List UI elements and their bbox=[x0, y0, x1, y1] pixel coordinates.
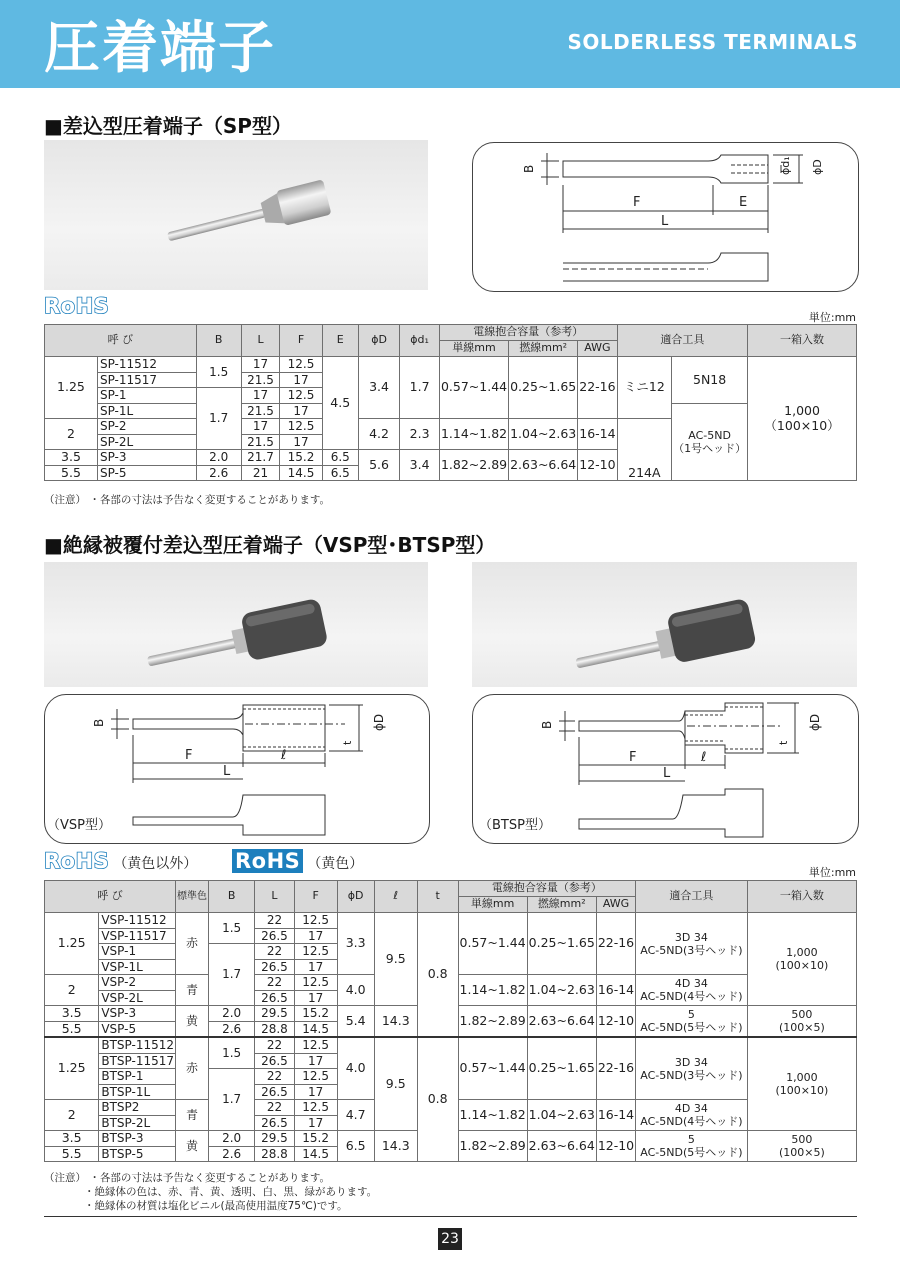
table-cell: 5.6 bbox=[358, 450, 399, 481]
table-cell: 14.5 bbox=[280, 465, 322, 481]
vsp-terminal-photo bbox=[44, 562, 428, 687]
table-cell: E bbox=[322, 325, 358, 357]
table-cell: VSP-3 bbox=[99, 1006, 176, 1022]
table-cell: 22 bbox=[255, 1100, 294, 1116]
table-cell: 電線抱合容量（参考） bbox=[458, 881, 636, 897]
table-cell: 0.8 bbox=[417, 1037, 458, 1162]
table-cell: 1.25 bbox=[45, 357, 98, 419]
btsp-label-t: t bbox=[777, 740, 790, 745]
table-cell: 3.5 bbox=[45, 1131, 99, 1147]
table-cell: 17 bbox=[294, 990, 337, 1006]
table-cell: 22-16 bbox=[578, 357, 617, 419]
rohs-mark-2: RoHS （黄色以外） bbox=[44, 849, 198, 873]
table-cell: 2.6 bbox=[196, 465, 241, 481]
table-cell: SP-1 bbox=[97, 388, 196, 404]
table-cell: 2 bbox=[45, 1100, 99, 1131]
table-cell: 214A bbox=[617, 419, 672, 481]
table-cell: L bbox=[241, 325, 280, 357]
sp-note: （注意） ・各部の寸法は予告なく変更することがあります。 bbox=[44, 494, 331, 506]
table-cell: 1.25 bbox=[45, 1037, 99, 1100]
table-cell: 21.5 bbox=[241, 434, 280, 450]
header-band bbox=[0, 0, 900, 88]
table-cell: 21.7 bbox=[241, 450, 280, 466]
table-cell: 17 bbox=[294, 1053, 337, 1069]
rohs-mark-3: RoHS （黄色） bbox=[232, 849, 363, 873]
table-cell: 12.5 bbox=[294, 1100, 337, 1116]
table-cell: SP-2L bbox=[97, 434, 196, 450]
page-number: 23 bbox=[438, 1228, 462, 1250]
table-cell: 22-16 bbox=[596, 913, 635, 975]
table-cell: 21 bbox=[241, 465, 280, 481]
table-cell: 22 bbox=[255, 913, 294, 929]
table-cell: 2 bbox=[45, 419, 98, 450]
table-cell: 17 bbox=[294, 959, 337, 975]
table-cell: 16-14 bbox=[596, 975, 635, 1006]
page-title: 圧着端子 bbox=[44, 16, 276, 81]
table-cell: 16-14 bbox=[596, 1100, 635, 1131]
table-cell: B bbox=[196, 325, 241, 357]
table-cell: 1.82~2.89 bbox=[458, 1006, 527, 1038]
table-cell: 1.7 bbox=[196, 388, 241, 450]
table-cell: 5N18 bbox=[672, 357, 748, 404]
table-cell: 0.25~1.65 bbox=[527, 913, 596, 975]
vsp-label-f: F bbox=[185, 748, 193, 763]
table-cell: 22 bbox=[255, 1037, 294, 1053]
diagram-label-phid1: ϕd₁ bbox=[779, 156, 792, 175]
table-cell: 14.5 bbox=[294, 1146, 337, 1162]
table-cell: 28.8 bbox=[255, 1146, 294, 1162]
table-cell: 適合工具 bbox=[636, 881, 748, 913]
table-cell: 4.2 bbox=[358, 419, 399, 450]
vsp-dimension-diagram bbox=[44, 694, 430, 844]
table-cell: 1.5 bbox=[209, 913, 255, 944]
table-cell: 1.04~2.63 bbox=[527, 1100, 596, 1131]
btsp-label-phid: ϕD bbox=[808, 713, 822, 731]
table-cell: 12.5 bbox=[280, 388, 322, 404]
table-cell: 2.6 bbox=[209, 1021, 255, 1037]
vsp-label-b: B bbox=[92, 718, 106, 727]
table-cell: 2.6 bbox=[209, 1146, 255, 1162]
table-cell: 4.7 bbox=[337, 1100, 374, 1131]
table-cell: BTSP-2L bbox=[99, 1115, 176, 1131]
table-cell: 500 (100×5) bbox=[747, 1006, 856, 1038]
table-cell: 29.5 bbox=[255, 1006, 294, 1022]
table-cell: 1.7 bbox=[209, 944, 255, 1006]
vsp-label-l: L bbox=[223, 764, 231, 779]
table-cell: 28.8 bbox=[255, 1021, 294, 1037]
table-cell: 1,000 (100×10) bbox=[747, 913, 856, 1006]
table-cell: 5 AC-5ND(5号ヘッド) bbox=[636, 1006, 748, 1038]
table-cell: 赤 bbox=[176, 1037, 209, 1100]
table-cell: 26.5 bbox=[255, 959, 294, 975]
table-cell: 17 bbox=[241, 388, 280, 404]
table-cell: 2 bbox=[45, 975, 99, 1006]
table-cell: B bbox=[209, 881, 255, 913]
table-cell: VSP-2L bbox=[99, 990, 176, 1006]
table-cell: 一箱入数 bbox=[748, 325, 857, 357]
table-cell: 6.5 bbox=[337, 1131, 374, 1162]
table-cell: 一箱入数 bbox=[747, 881, 856, 913]
table-cell: BTSP-3 bbox=[99, 1131, 176, 1147]
table-cell: 単線mm bbox=[439, 341, 508, 357]
table-cell: 電線抱合容量（参考） bbox=[439, 325, 617, 341]
table-cell: 5.5 bbox=[45, 465, 98, 481]
table-cell: 0.25~1.65 bbox=[509, 357, 578, 419]
btsp-label-f: F bbox=[629, 750, 637, 765]
table-cell: 3.5 bbox=[45, 450, 98, 466]
table-cell: 標準色 bbox=[176, 881, 209, 913]
table-cell: 2.0 bbox=[209, 1006, 255, 1022]
table-cell: 6.5 bbox=[322, 465, 358, 481]
btsp-terminal-photo bbox=[472, 562, 857, 687]
table-cell: 赤 bbox=[176, 913, 209, 975]
sp-spec-table bbox=[44, 324, 857, 481]
table-cell: 22-16 bbox=[596, 1037, 635, 1100]
table-cell: VSP-11517 bbox=[99, 928, 176, 944]
btsp-dimension-diagram bbox=[472, 694, 859, 844]
table-cell: 3D 34 AC-5ND(3号ヘッド) bbox=[636, 913, 748, 975]
table-cell: 0.57~1.44 bbox=[439, 357, 508, 419]
table-cell: 15.2 bbox=[294, 1006, 337, 1022]
unit-label-2: 単位:mm bbox=[808, 866, 856, 879]
table-cell: SP-3 bbox=[97, 450, 196, 466]
table-cell: ミニ12 bbox=[617, 357, 672, 419]
diagram-label-phid: ϕD bbox=[811, 159, 824, 175]
table-cell: AWG bbox=[596, 897, 635, 913]
table-cell: 9.5 bbox=[374, 913, 417, 1006]
page-subtitle: SOLDERLESS TERMINALS bbox=[567, 30, 858, 54]
table-cell: 0.57~1.44 bbox=[458, 1037, 527, 1100]
table-cell: 5 AC-5ND(5号ヘッド) bbox=[636, 1131, 748, 1162]
table-cell: ϕd₁ bbox=[400, 325, 440, 357]
table-cell: 14.3 bbox=[374, 1131, 417, 1162]
btsp-label-b: B bbox=[540, 720, 554, 729]
table-cell: 1.04~2.63 bbox=[509, 419, 578, 450]
sp-terminal-photo bbox=[44, 140, 428, 290]
diagram-label-f: F bbox=[633, 195, 641, 210]
table-cell: 21.5 bbox=[241, 372, 280, 388]
unit-label-1: 単位:mm bbox=[808, 311, 856, 324]
diagram-label-b: B bbox=[522, 164, 536, 173]
table-cell: 4D 34 AC-5ND(4号ヘッド) bbox=[636, 975, 748, 1006]
table-cell: 26.5 bbox=[255, 928, 294, 944]
table-cell: SP-11517 bbox=[97, 372, 196, 388]
table-cell: 2.3 bbox=[400, 419, 440, 450]
table-cell: SP-5 bbox=[97, 465, 196, 481]
table-cell: 12.5 bbox=[294, 1069, 337, 1085]
vsp-notes: （注意） ・各部の寸法は予告なく変更することがあります。 ・絶縁体の色は、赤、青、黄、透明、白、黒、緑があります。 ・絶縁体の材質は塩化ビニル(最高使用温度75℃)です。 bbox=[44, 1172, 378, 1212]
table-cell: ℓ bbox=[374, 881, 417, 913]
table-cell: 1,000 (100×10) bbox=[747, 1037, 856, 1131]
table-cell: 6.5 bbox=[322, 450, 358, 466]
table-cell: 1.82~2.89 bbox=[439, 450, 508, 481]
table-cell: AWG bbox=[578, 341, 617, 357]
table-cell: 2.63~6.64 bbox=[527, 1131, 596, 1162]
table-cell: 22 bbox=[255, 944, 294, 960]
table-cell: 16-14 bbox=[578, 419, 617, 450]
table-cell: 1,000 （100×10） bbox=[748, 357, 857, 481]
diagram-label-e: E bbox=[739, 195, 748, 210]
btsp-label-ell: ℓ bbox=[701, 750, 707, 765]
table-cell: F bbox=[280, 325, 322, 357]
table-cell: 3.5 bbox=[45, 1006, 99, 1022]
table-cell: 17 bbox=[294, 928, 337, 944]
table-cell: 2.63~6.64 bbox=[509, 450, 578, 481]
table-cell: 1.7 bbox=[209, 1069, 255, 1131]
table-cell: 5.5 bbox=[45, 1146, 99, 1162]
table-cell: 1.14~1.82 bbox=[458, 1100, 527, 1131]
table-cell: 3D 34 AC-5ND(3号ヘッド) bbox=[636, 1037, 748, 1100]
table-cell: 12.5 bbox=[294, 944, 337, 960]
table-cell: 12-10 bbox=[596, 1131, 635, 1162]
table-cell: BTSP2 bbox=[99, 1100, 176, 1116]
vsp-label-phid: ϕD bbox=[372, 713, 386, 731]
table-cell: BTSP-1 bbox=[99, 1069, 176, 1085]
table-cell: 0.25~1.65 bbox=[527, 1037, 596, 1100]
table-cell: VSP-1L bbox=[99, 959, 176, 975]
table-cell: 17 bbox=[294, 1115, 337, 1131]
table-cell: 9.5 bbox=[374, 1037, 417, 1131]
table-cell: t bbox=[417, 881, 458, 913]
table-cell: 14.5 bbox=[294, 1021, 337, 1037]
table-cell: 12.5 bbox=[294, 975, 337, 991]
table-cell: 1.25 bbox=[45, 913, 99, 975]
table-cell: 呼 び bbox=[45, 881, 176, 913]
table-cell: 2.0 bbox=[209, 1131, 255, 1147]
table-cell: 4.5 bbox=[322, 357, 358, 450]
table-cell: F bbox=[294, 881, 337, 913]
table-cell: 3.4 bbox=[358, 357, 399, 419]
table-cell: 22 bbox=[255, 975, 294, 991]
table-cell: L bbox=[255, 881, 294, 913]
table-cell: 12.5 bbox=[280, 357, 322, 373]
table-cell: 4.0 bbox=[337, 1037, 374, 1100]
table-cell: 3.4 bbox=[400, 450, 440, 481]
table-cell: 1.14~1.82 bbox=[458, 975, 527, 1006]
section2-title: ■絶縁被覆付差込型圧着端子（VSP型･BTSP型） bbox=[44, 533, 496, 557]
btsp-label-l: L bbox=[663, 766, 671, 781]
table-cell: 26.5 bbox=[255, 1115, 294, 1131]
table-cell: 1.7 bbox=[400, 357, 440, 419]
table-cell: 5.5 bbox=[45, 1021, 99, 1037]
table-cell: VSP-1 bbox=[99, 944, 176, 960]
table-cell: AC-5ND （1号ヘッド） bbox=[672, 403, 748, 481]
table-cell: 17 bbox=[294, 1084, 337, 1100]
table-cell: 4.0 bbox=[337, 975, 374, 1006]
table-cell: 青 bbox=[176, 975, 209, 1006]
table-cell: 1.14~1.82 bbox=[439, 419, 508, 450]
table-cell: 21.5 bbox=[241, 403, 280, 419]
table-cell: BTSP-1L bbox=[99, 1084, 176, 1100]
table-cell: 1.82~2.89 bbox=[458, 1131, 527, 1162]
table-cell: 2.63~6.64 bbox=[527, 1006, 596, 1038]
table-cell: 撚線mm² bbox=[509, 341, 578, 357]
table-cell: SP-11512 bbox=[97, 357, 196, 373]
table-cell: 26.5 bbox=[255, 1084, 294, 1100]
table-cell: 17 bbox=[280, 403, 322, 419]
table-cell: 2.0 bbox=[196, 450, 241, 466]
table-cell: 適合工具 bbox=[617, 325, 748, 357]
table-cell: 1.5 bbox=[196, 357, 241, 388]
table-cell: 1.04~2.63 bbox=[527, 975, 596, 1006]
vsp-type-label: （VSP型） bbox=[47, 818, 111, 833]
table-cell: 17 bbox=[280, 372, 322, 388]
table-cell: 17 bbox=[280, 434, 322, 450]
table-cell: 15.2 bbox=[280, 450, 322, 466]
table-cell: BTSP-11512 bbox=[99, 1037, 176, 1053]
sp-dimension-diagram bbox=[472, 142, 859, 292]
table-cell: 青 bbox=[176, 1100, 209, 1131]
table-cell: 単線mm bbox=[458, 897, 527, 913]
table-cell: VSP-5 bbox=[99, 1021, 176, 1037]
table-cell: 0.57~1.44 bbox=[458, 913, 527, 975]
table-cell: 15.2 bbox=[294, 1131, 337, 1147]
table-cell: 12.5 bbox=[294, 913, 337, 929]
table-cell: 14.3 bbox=[374, 1006, 417, 1038]
vsp-label-ell: ℓ bbox=[281, 748, 287, 763]
table-cell: 1.5 bbox=[209, 1037, 255, 1069]
table-cell: 29.5 bbox=[255, 1131, 294, 1147]
table-cell: 3.3 bbox=[337, 913, 374, 975]
table-cell: 4D 34 AC-5ND(4号ヘッド) bbox=[636, 1100, 748, 1131]
btsp-type-label: （BTSP型） bbox=[479, 818, 551, 833]
table-cell: 0.8 bbox=[417, 913, 458, 1038]
table-cell: 12-10 bbox=[596, 1006, 635, 1038]
rohs-mark-1: RoHS bbox=[44, 294, 110, 318]
table-cell: 17 bbox=[241, 419, 280, 435]
table-cell: 12.5 bbox=[280, 419, 322, 435]
diagram-label-l: L bbox=[661, 214, 669, 229]
footer-rule bbox=[44, 1216, 857, 1217]
table-cell: SP-2 bbox=[97, 419, 196, 435]
table-cell: 26.5 bbox=[255, 1053, 294, 1069]
vsp-btsp-spec-table bbox=[44, 880, 857, 1162]
table-cell: 17 bbox=[241, 357, 280, 373]
table-cell: 26.5 bbox=[255, 990, 294, 1006]
table-cell: 500 (100×5) bbox=[747, 1131, 856, 1162]
table-cell: SP-1L bbox=[97, 403, 196, 419]
table-cell: BTSP-11517 bbox=[99, 1053, 176, 1069]
table-cell: 黄 bbox=[176, 1131, 209, 1162]
table-cell: 呼 び bbox=[45, 325, 197, 357]
vsp-label-t: t bbox=[341, 740, 354, 745]
table-cell: ϕD bbox=[358, 325, 399, 357]
table-cell: 黄 bbox=[176, 1006, 209, 1038]
section1-title: ■差込型圧着端子（SP型） bbox=[44, 114, 292, 138]
table-cell: 22 bbox=[255, 1069, 294, 1085]
table-cell: 12-10 bbox=[578, 450, 617, 481]
table-cell: VSP-11512 bbox=[99, 913, 176, 929]
table-cell: BTSP-5 bbox=[99, 1146, 176, 1162]
table-cell: ϕD bbox=[337, 881, 374, 913]
table-cell: 撚線mm² bbox=[527, 897, 596, 913]
table-cell: VSP-2 bbox=[99, 975, 176, 991]
table-cell: 5.4 bbox=[337, 1006, 374, 1038]
table-cell: 12.5 bbox=[294, 1037, 337, 1053]
